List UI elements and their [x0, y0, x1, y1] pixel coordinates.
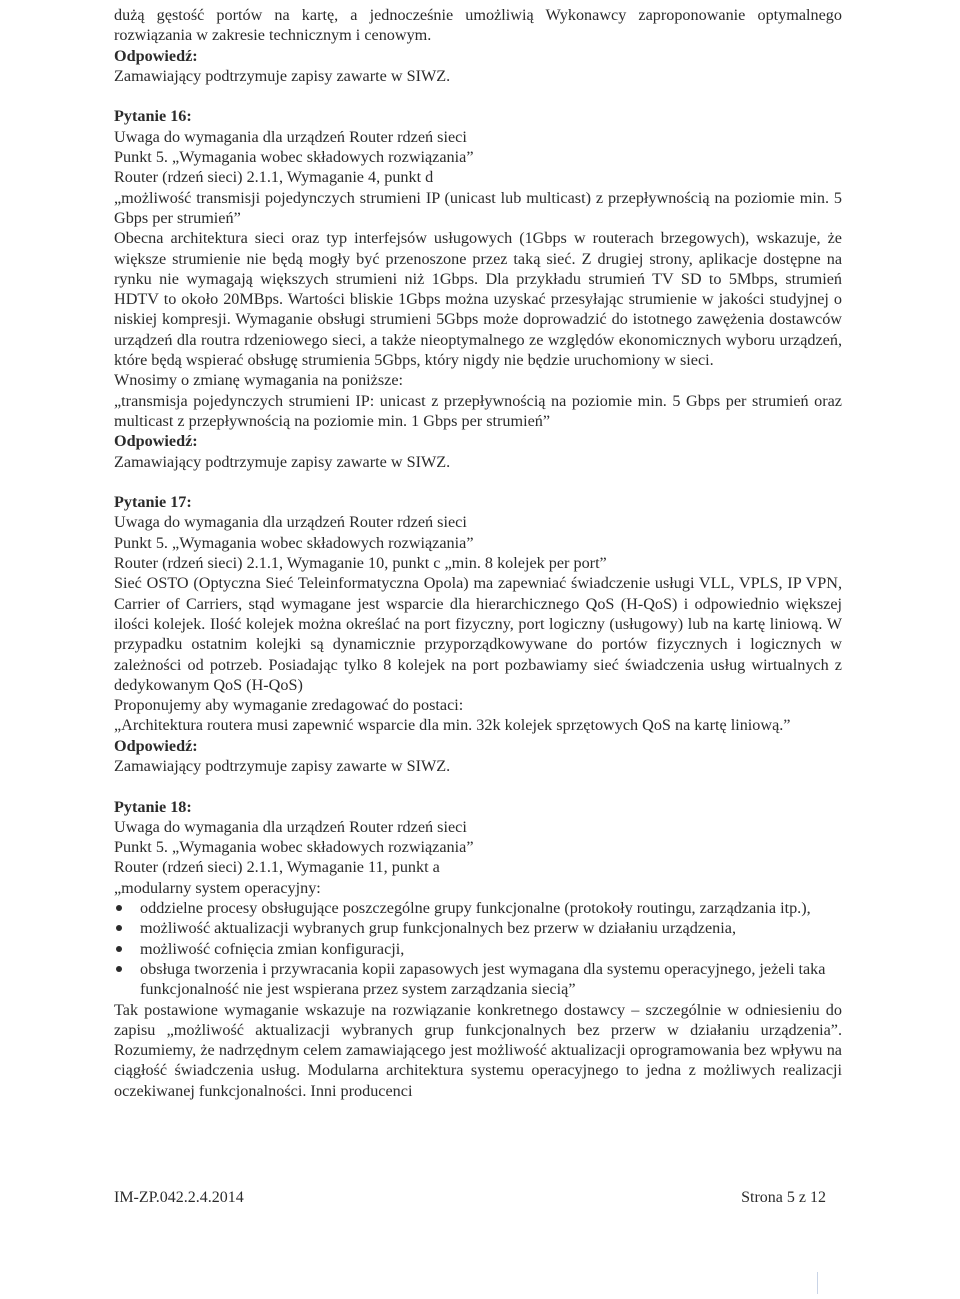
question-18-title: Pytanie 18:: [114, 797, 192, 816]
bullet-icon: [116, 966, 122, 972]
list-item: [114, 918, 842, 938]
page-footer: [114, 1189, 826, 1207]
question-18-body: Tak postawione wymaganie wskazuje na rozwiązanie konkretnego dostawcy – szczególnie w odniesieniu do zapisu „możliwość aktualizacji wybranych grup funkcjonalnych bez przerw w działaniu urządzenia”. Rozumiemy, że nadrzędnym celem zamawiającego jest możliwość aktualizacji oprogramowania bez wpływu na ciągłość świadczenia usług. Modularna architektura systemu operacyjnego to jedna z możliwych realizacji oczekiwanej funkcjonalności. Inni producenci: [114, 1000, 842, 1100]
question-18-line1: Uwaga do wymagania dla urządzeń Router rdzeń sieci: [114, 817, 467, 836]
question-17-request: Proponujemy aby wymaganie zredagować do postaci:: [114, 696, 464, 715]
list-item-text: możliwość cofnięcia zmian konfiguracji,: [140, 939, 405, 958]
list-item-text: obsługa tworzenia i przywracania kopii zapasowych jest wymagana dla systemu operacyjnego, jeżeli taka funkcjonalność nie jest wspierana przez system zarządzania siecią”: [140, 959, 826, 999]
question-18-line4: „modularny system operacyjny:: [114, 878, 321, 897]
question-17-answer-text: Zamawiający podtrzymuje zapisy zawarte w SIWZ.: [114, 756, 451, 775]
question-18: [114, 797, 842, 1101]
question-17-proposal: „Architektura routera musi zapewnić wsparcie dla min. 32k kolejek sprzętowych QoS na kartę liniową.”: [114, 716, 791, 735]
bullet-icon: [116, 925, 122, 931]
bullet-icon: [116, 905, 122, 911]
question-17-line2: Punkt 5. „Wymagania wobec składowych rozwiązania”: [114, 533, 474, 552]
question-17-line3: Router (rdzeń sieci) 2.1.1, Wymaganie 10, punkt c „min. 8 kolejek per port”: [114, 554, 607, 573]
question-16-title: Pytanie 16:: [114, 107, 192, 126]
bullet-icon: [116, 946, 122, 952]
intro-answer-text: Zamawiający podtrzymuje zapisy zawarte w SIWZ.: [114, 66, 451, 85]
page-number: Strona 5 z 12: [741, 1189, 826, 1206]
intro-paragraph: dużą gęstość portów na kartę, a jednocześnie umożliwią Wykonawcy zaproponowanie optymalnego rozwiązania w zakresie technicznym i cenowym.: [114, 6, 842, 45]
question-16-answer-label: Odpowiedź:: [114, 432, 198, 451]
list-item: [114, 898, 842, 918]
question-16-proposal: „transmisja pojedynczych strumieni IP: unicast z przepływnością na poziomie min. 5 Gbps per strumień oraz multicast z przepływnością na poziomie min. 1 Gbps per strumień”: [114, 391, 842, 430]
question-18-line3: Router (rdzeń sieci) 2.1.1, Wymaganie 11, punkt a: [114, 858, 440, 877]
list-item-text: możliwość aktualizacji wybranych grup funkcjonalnych bez przerw w działaniu urządzenia,: [140, 919, 736, 938]
question-16-line1: Uwaga do wymagania dla urządzeń Router rdzeń sieci: [114, 127, 467, 146]
question-16-request: Wnosimy o zmianę wymagania na poniższe:: [114, 371, 404, 390]
question-17: [114, 492, 842, 776]
intro-answer-label: Odpowiedź:: [114, 46, 198, 65]
question-16-line2: Punkt 5. „Wymagania wobec składowych rozwiązania”: [114, 148, 474, 167]
question-17-answer-label: Odpowiedź:: [114, 736, 198, 755]
question-17-title: Pytanie 17:: [114, 493, 192, 512]
document-page: [114, 5, 842, 1101]
list-item: [114, 959, 842, 1000]
question-16-line3: Router (rdzeń sieci) 2.1.1, Wymaganie 4, punkt d: [114, 168, 434, 187]
document-id: IM-ZP.042.2.4.2014: [114, 1189, 244, 1206]
question-18-bullet-list: [114, 898, 842, 999]
question-16: [114, 106, 842, 471]
question-18-line2: Punkt 5. „Wymagania wobec składowych rozwiązania”: [114, 838, 474, 857]
list-item: [114, 939, 842, 959]
list-item-text: oddzielne procesy obsługujące poszczególne grupy funkcjonalne (protokoły routingu, zarządzania itp.),: [140, 899, 811, 918]
question-16-quote: „możliwość transmisji pojedynczych strumieni IP (unicast lub multicast) z przepływnością na poziomie min. 5 Gbps per strumień”: [114, 188, 842, 227]
question-16-body: Obecna architektura sieci oraz typ interfejsów usługowych (1Gbps w routerach brzegowych), wskazuje, że większe strumienie nie będą mogły być przenoszone przez taką sieć. Z drugiej strony, aplikacje dostępne na rynku nie wymagają większych strumieni niż 1Gbps. Dla przykładu strumień TV SD to 5Mbps, strumień HDTV to około 20MBps. Wartości bliskie 1Gbps można uzyskać przesyłając strumienie w jakości studyjnej o niskiej kompresji. Wymaganie obsługi strumieni 5Gbps może doprowadzić do istotnego zawężenia dostawców urządzeń dla routra rdzeniowego sieci, a także nieoptymalnego ze względów ekonomicznych wyboru urządzeń, które będą wspierać obsługę strumienia 5Gbps, który nigdy nie będzie uruchomiony w sieci.: [114, 229, 842, 370]
question-17-body: Sieć OSTO (Optyczna Sieć Teleinformatyczna Opola) ma zapewniać świadczenie usługi VLL, VPLS, IP VPN, Carrier of Carriers, stąd wymagane jest wsparcie dla hierarchicznego QoS (H-QoS) i odpowiednio większej ilości kolejek. Ilość kolejek można określać na port fizyczny, port logiczny (usługowy) lub na kartę liniową. W przypadku ostatnim kolejki są dynamicznie przyporządkowywane do portów fizycznych i logicznych w zależności od potrzeb. Posiadając tylko 8 kolejek na port pozbawiamy sieć świadczenia usług wirtualnych z dedykowanym QoS (H-QoS): [114, 574, 842, 694]
scan-artifact-line: [817, 1272, 818, 1294]
question-16-answer-text: Zamawiający podtrzymuje zapisy zawarte w SIWZ.: [114, 452, 451, 471]
question-17-line1: Uwaga do wymagania dla urządzeń Router rdzeń sieci: [114, 513, 467, 532]
